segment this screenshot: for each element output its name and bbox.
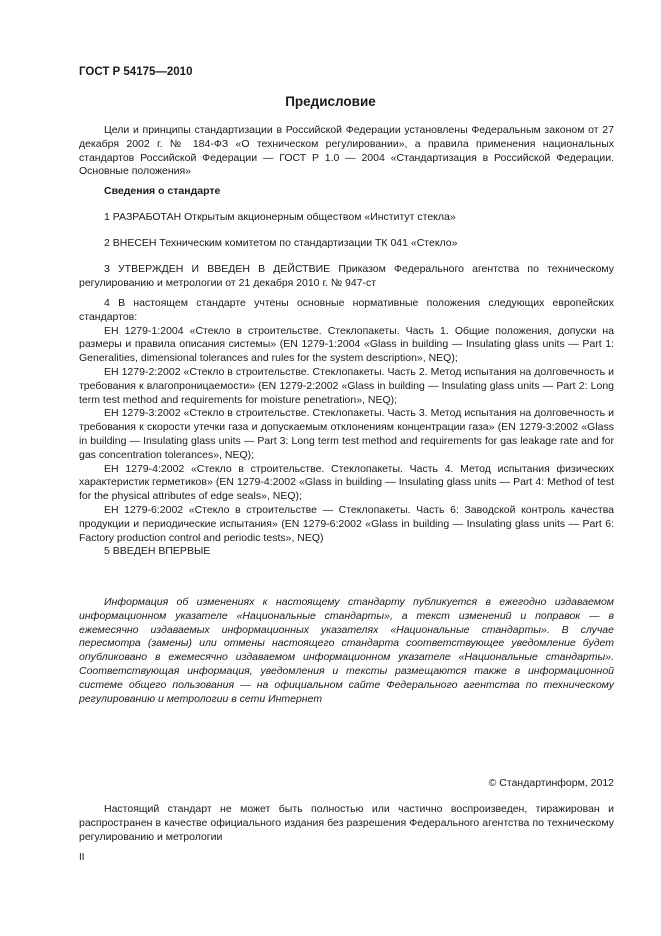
intro-paragraph: Цели и принципы стандартизации в Российской Федерации установлены Федеральным законом от 27 декабря 2002 г. № 184-ФЗ «О техническом регулировании», а правила применения национальных стандартов Российской Федерации — ГОСТ Р 1.0 — 2004 «Стандартизация в Российской Федерации. Основные положения» xyxy=(79,124,614,178)
copyright: © Стандартинформ, 2012 xyxy=(488,777,614,789)
item-3-block xyxy=(79,263,614,291)
notice-block xyxy=(79,596,614,706)
item-2-block xyxy=(79,237,614,251)
intro-block xyxy=(79,124,614,179)
section-title-block xyxy=(79,185,614,199)
reproduction-block xyxy=(79,803,614,844)
page-title: Предисловие xyxy=(285,94,376,109)
copyright-block xyxy=(79,777,614,791)
section-title: Сведения о стандарте xyxy=(104,185,221,197)
item-4-block xyxy=(79,297,614,545)
reproduction-notice: Настоящий стандарт не может быть полностью или частично воспроизведен, тиражирован и распространен в качестве официального издания без разрешения Федерального агентства по техническому регулированию и метрологии xyxy=(79,803,614,843)
document-header: ГОСТ Р 54175—2010 xyxy=(79,66,193,78)
item-4-entry: ЕН 1279-1:2004 «Стекло в строительстве. Стеклопакеты. Часть 1. Общие положения, допуски на размеры и правила описания системы» (EN 1279-1:2004 «Glass in building — Insulating glass units — Part 1: Generalities, dimensional tolerances and rules for the system description», NEQ); xyxy=(79,324,614,365)
item-5: 5 ВВЕДЕН ВПЕРВЫЕ xyxy=(104,545,211,557)
item-4-entry: ЕН 1279-4:2002 «Стекло в строительстве. Стеклопакеты. Часть 4. Метод испытания физических характеристик герметиков» (EN 1279-4:2002 «Glass in building — Insulating glass units — Part 4: Method of test for the physical attributes of edge seals», NEQ); xyxy=(79,462,614,503)
notice-paragraph: Информация об изменениях к настоящему стандарту публикуется в ежегодно издаваемом информационном указателе «Национальные стандарты», а текст изменений и поправок — в ежемесячно издаваемых информационных указателях «Национальные стандарты». В случае пересмотра (замены) или отмены настоящего стандарта соответствующее уведомление будет опубликовано в ежемесячно издаваемом информационном указателе «Национальные стандарты». Соответствующая информация, уведомления и тексты размещаются также в информационной системе общего пользования — на официальном сайте Федерального агентства по техническому регулированию и метрологии в сети Интернет xyxy=(79,596,614,705)
item-4-entry: ЕН 1279-3:2002 «Стекло в строительстве. Стеклопакеты. Часть 3. Метод испытания на долговечность и требования к скорости утечки газа и допускаемым отклонениям концентрации газа» (EN 1279-3:2002 «Glass in building — Insulating glass units — Part 3: Long term test method and requirements for gas leakage rate and for gas concentration tolerances», NEQ); xyxy=(79,407,614,461)
item-5-block xyxy=(79,545,614,559)
item-3: 3 УТВЕРЖДЕН И ВВЕДЕН В ДЕЙСТВИЕ Приказом Федерального агентства по техническому регулированию и метрологии от 21 декабря 2010 г. № 947-ст xyxy=(79,263,614,289)
item-4-entry: ЕН 1279-6:2002 «Стекло в строительстве — Стеклопакеты. Часть 6: Заводской контроль качества продукции и периодические испытания» (EN 1279-6:2002 «Glass in building — Insulating glass units — Part 6: Factory production control and periodic tests», NEQ) xyxy=(79,503,614,544)
item-1-block xyxy=(79,211,614,225)
item-4-entry: ЕН 1279-2:2002 «Стекло в строительстве. Стеклопакеты. Часть 2. Метод испытания на долговечность и требования к влагопроницаемости» (EN 1279-2:2002 «Glass in building — Insulating glass units — Part 2: Long term test method and requirements for moisture penetration», NEQ); xyxy=(79,365,614,406)
item-1: 1 РАЗРАБОТАН Открытым акционерным обществом «Институт стекла» xyxy=(104,211,456,223)
page-number: II xyxy=(79,852,85,863)
item-2: 2 ВНЕСЕН Техническим комитетом по стандартизации ТК 041 «Стекло» xyxy=(104,237,458,249)
item-4-lead: 4 В настоящем стандарте учтены основные нормативные положения следующих европейских стандартов: xyxy=(79,297,614,323)
